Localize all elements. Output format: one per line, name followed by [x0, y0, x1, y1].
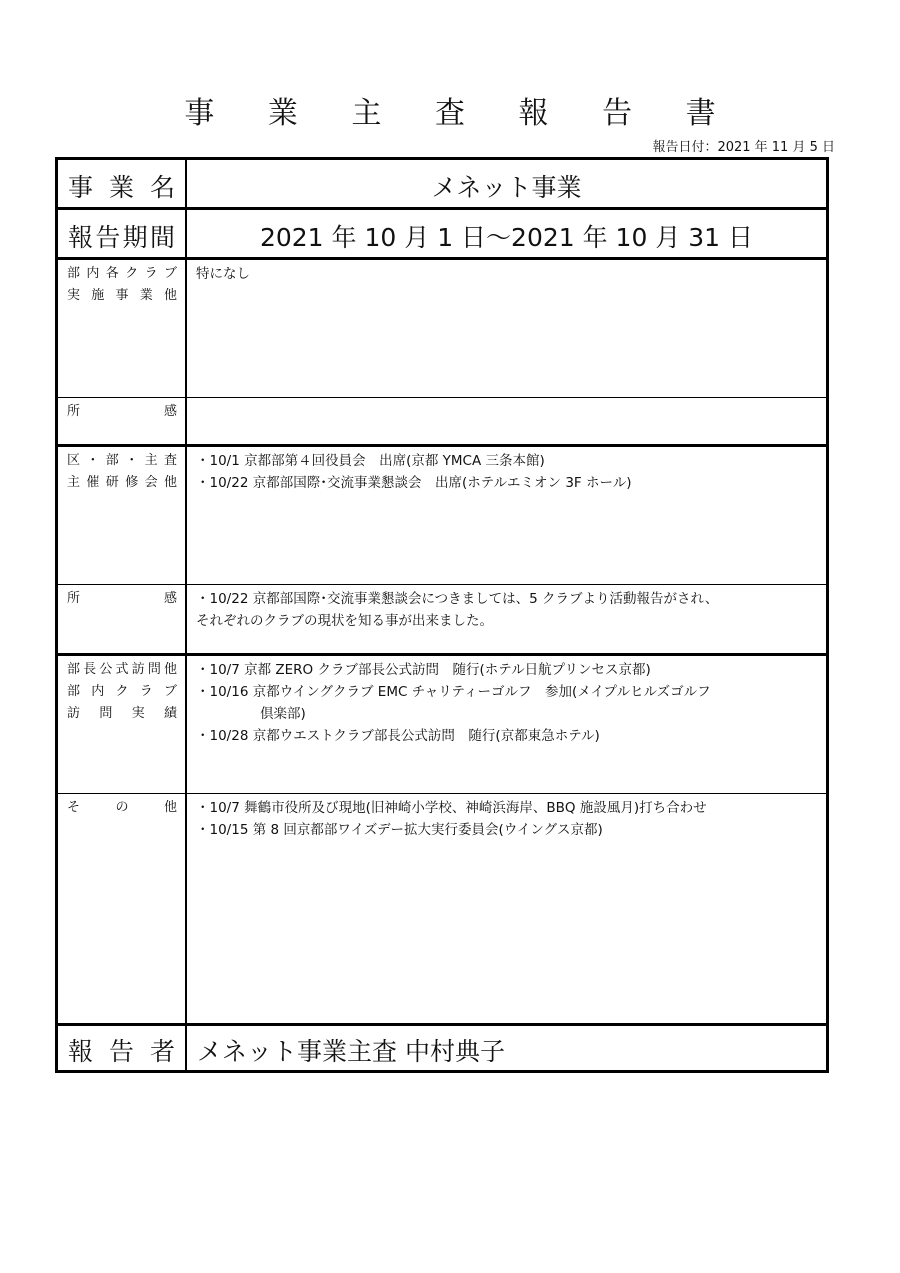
list-item: ・10/22 京都部国際･交流事業懇談会 出席(ホテルエミオン 3F ホール)	[196, 475, 632, 491]
business-name-row	[58, 160, 826, 207]
reporter-row	[58, 1026, 826, 1070]
official-visits-value	[187, 656, 826, 793]
label-line: 区・部・主査	[67, 453, 177, 468]
list-item-continuation: 倶楽部)	[260, 706, 306, 722]
impressions-value	[187, 585, 826, 653]
impressions-row-2	[58, 585, 826, 653]
label-line: 所 感	[67, 404, 177, 419]
report-date: 報告日付：2021 年 11 月 5 日	[652, 140, 835, 155]
report-table	[55, 157, 829, 1073]
report-period-label: 報告期間	[68, 223, 175, 252]
business-name-label: 事 業 名	[68, 173, 175, 202]
label-line: 部長公式訪問他	[67, 662, 177, 677]
impressions-label	[58, 585, 185, 653]
list-item: ・10/28 京都ウエストクラブ部長公式訪問 随行(京都東急ホテル)	[196, 728, 600, 744]
text-line: ・10/22 京都部国際･交流事業懇談会につきましては、5 クラブより活動報告がされ、	[196, 591, 719, 607]
reporter-label: 報 告 者	[68, 1037, 175, 1066]
report-period-value: 2021 年 10 月 1 日～2021 年 10 月 31 日	[259, 223, 754, 252]
list-item: ・10/15 第 8 回京都部ワイズデー拡大実行委員会(ウイングス京都)	[196, 822, 603, 838]
list-item: ・10/16 京都ウイングクラブ EMC チャリティーゴルフ 参加(メイプルヒルズゴルフ	[196, 684, 711, 700]
reporter-value: メネット事業主査 中村典子	[197, 1037, 505, 1066]
text-line: それぞれのクラブの現状を知る事が出来ました。	[196, 613, 493, 629]
list-item: ・10/7 京都 ZERO クラブ部長公式訪問 随行(ホテル日航プリンセス京都)	[196, 662, 651, 678]
other-label	[58, 794, 185, 1023]
label-line: 部内各クラブ	[67, 266, 177, 281]
club-activities-value: 特になし	[196, 266, 250, 282]
impressions-row-1	[58, 398, 826, 444]
document-title: 事 業 主 査 報 告 書	[184, 96, 738, 131]
label-line: そ の 他	[67, 800, 177, 815]
other-row	[58, 794, 826, 1023]
club-activities-row	[58, 260, 826, 397]
district-events-label	[58, 447, 185, 584]
official-visits-row	[58, 656, 826, 793]
label-line: 実施事業他	[67, 288, 177, 303]
label-line: 主催研修会他	[67, 475, 177, 490]
label-line: 部 内 ク ラ ブ	[67, 684, 177, 699]
label-line: 所 感	[67, 591, 177, 606]
label-line: 訪 問 実 績	[67, 706, 177, 721]
list-item: ・10/1 京都部第４回役員会 出席(京都 YMCA 三条本館)	[196, 453, 545, 469]
business-name-value: メネット事業	[431, 173, 582, 202]
impressions-label	[58, 398, 185, 444]
other-value	[187, 794, 826, 1023]
district-events-value	[187, 447, 826, 584]
official-visits-label	[58, 656, 185, 793]
impressions-value	[187, 398, 826, 444]
report-period-row	[58, 210, 826, 257]
club-activities-label	[58, 260, 185, 397]
list-item: ・10/7 舞鶴市役所及び現地(旧神崎小学校、神崎浜海岸、BBQ 施設風月)打ち合わせ	[196, 800, 707, 816]
district-events-row	[58, 447, 826, 584]
